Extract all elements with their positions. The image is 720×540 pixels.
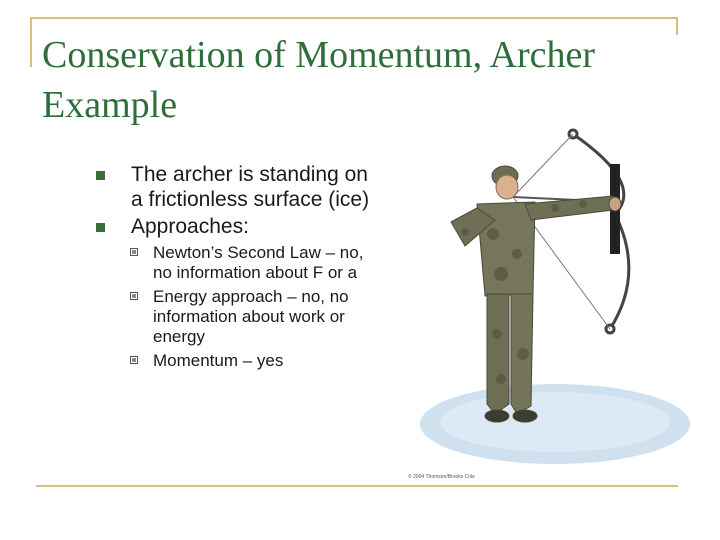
sub-bullet-list — [130, 243, 417, 371]
slide-title: Conservation of Momentum, Archer Example — [42, 34, 596, 126]
image-credit: © 2004 Thomson/Brooks Cole — [408, 474, 475, 480]
square-bullet-icon — [96, 171, 105, 180]
sub-bullet-item — [130, 351, 417, 371]
checkbox-bullet-icon — [130, 248, 138, 256]
bullet-item — [97, 162, 417, 212]
checkbox-bullet-icon — [130, 292, 138, 300]
checkbox-bullet-icon — [130, 356, 138, 364]
frame-left-rule — [30, 17, 32, 67]
bullet-text: Approaches: — [131, 215, 249, 238]
square-bullet-icon — [96, 223, 105, 232]
archer-figure — [451, 166, 621, 422]
sub-bullet-text: Newton’s Second Law – no, no information about F or a — [153, 243, 364, 282]
sub-bullet-item — [130, 243, 417, 283]
sub-bullet-text: Momentum – yes — [153, 351, 284, 370]
bullet-text: The archer is standing on a frictionless surface (ice) — [131, 163, 370, 211]
bullet-item — [97, 214, 417, 239]
bullet-list — [97, 162, 417, 375]
archer-on-ice-image — [405, 124, 695, 488]
frame-top-rule — [30, 17, 678, 19]
sub-bullet-text: Energy approach – no, no information about work or energy — [153, 287, 349, 346]
sub-bullet-item — [130, 287, 417, 347]
